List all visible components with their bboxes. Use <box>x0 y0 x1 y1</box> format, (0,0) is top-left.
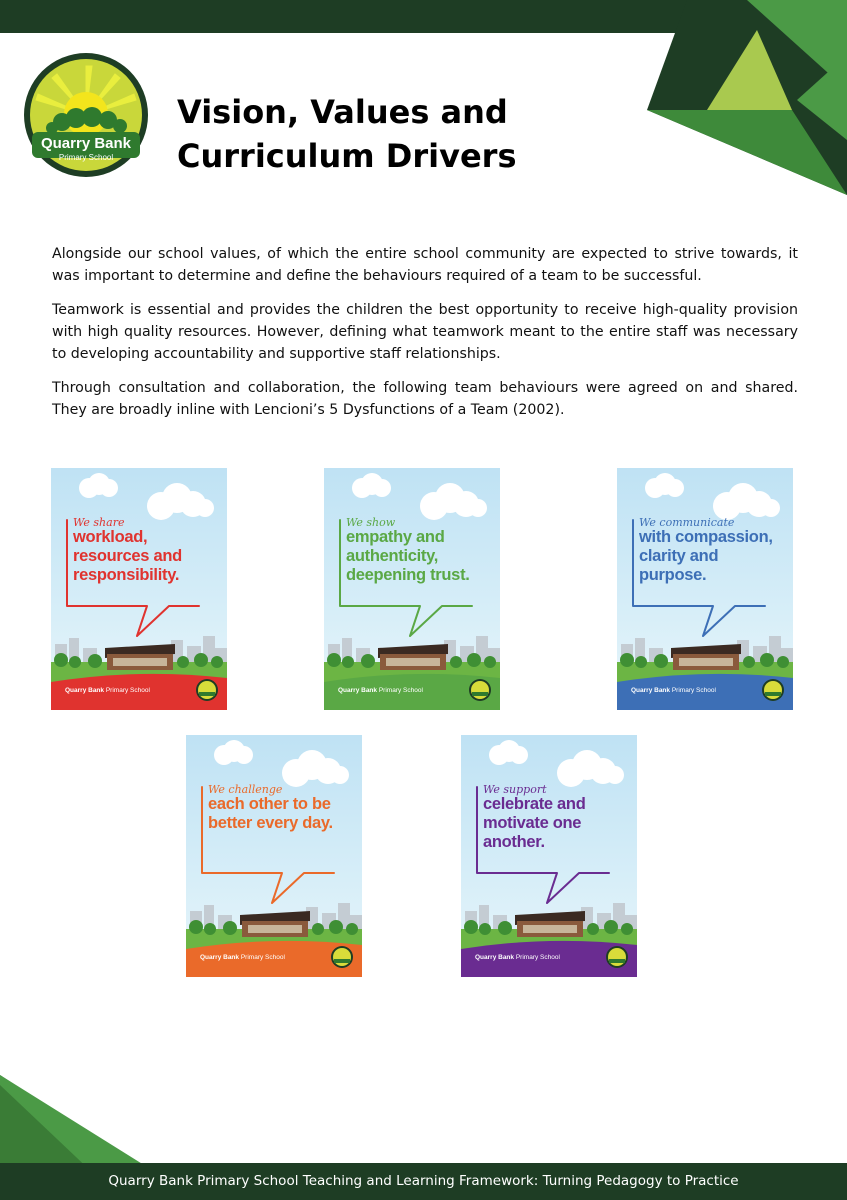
poster-lead: We show <box>346 516 396 529</box>
poster-message: workload, resources and responsibility. <box>73 528 182 584</box>
poster-footer: Quarry Bank Primary School <box>475 954 560 961</box>
clouds <box>489 740 624 787</box>
school-logo <box>22 52 150 183</box>
page-title <box>177 90 516 178</box>
svg-text:Quarry Bank: Quarry Bank <box>40 135 132 152</box>
svg-text:Primary School: Primary School <box>58 153 114 162</box>
footer-text: Quarry Bank Primary School Teaching and Learning Framework: Turning Pedagogy to Practice <box>108 1173 739 1189</box>
poster-share <box>51 468 227 710</box>
paragraph: Through consultation and collaboration, the following team behaviours were agreed on and shared. They are broadly inline with Lencioni’s 5 Dysfunctions of a Team (2002). <box>52 380 798 418</box>
poster-message: with compassion, clarity and purpose. <box>639 528 773 584</box>
paragraph: Teamwork is essential and provides the children the best opportunity to receive high-quality provision with high quality resources. However, defining what teamwork meant to the entire staff was necessary to developing accountability and supportive staff relationships. <box>52 302 798 362</box>
clouds <box>79 473 214 520</box>
clouds <box>352 473 487 520</box>
title-line-1: Vision, Values and <box>177 93 508 131</box>
poster-challenge <box>186 735 362 977</box>
school-building <box>240 911 310 937</box>
poster-lead: We communicate <box>639 516 735 529</box>
poster-footer: Quarry Bank Primary School <box>200 954 285 961</box>
paragraph: Alongside our school values, of which the entire school community are expected to strive towards, it was important to determine and define the behaviours required of a team to be successful. <box>52 246 798 284</box>
poster-footer: Quarry Bank Primary School <box>631 687 716 694</box>
school-logo-badge <box>469 679 491 701</box>
body-text <box>52 243 798 433</box>
poster-lead: We challenge <box>208 783 283 796</box>
footer-band <box>0 1163 847 1200</box>
poster-footer: Quarry Bank Primary School <box>65 687 150 694</box>
poster-communicate <box>617 468 793 710</box>
poster-message: empathy and authenticity, deepening trust. <box>346 528 470 584</box>
poster-message: celebrate and motivate one another. <box>483 795 586 851</box>
school-building <box>378 644 448 670</box>
school-logo-badge <box>606 946 628 968</box>
clouds <box>645 473 780 520</box>
poster-footer: Quarry Bank Primary School <box>338 687 423 694</box>
school-building <box>515 911 585 937</box>
school-building <box>105 644 175 670</box>
school-logo-badge <box>196 679 218 701</box>
poster-show <box>324 468 500 710</box>
poster-lead: We share <box>73 516 125 529</box>
poster-support <box>461 735 637 977</box>
poster-lead: We support <box>483 783 547 796</box>
clouds <box>214 740 349 787</box>
school-building <box>671 644 741 670</box>
school-logo-badge <box>331 946 353 968</box>
poster-message: each other to be better every day. <box>208 795 333 832</box>
school-logo-badge <box>762 679 784 701</box>
title-line-2: Curriculum Drivers <box>177 137 517 175</box>
corner-decoration-top-right <box>647 0 847 195</box>
